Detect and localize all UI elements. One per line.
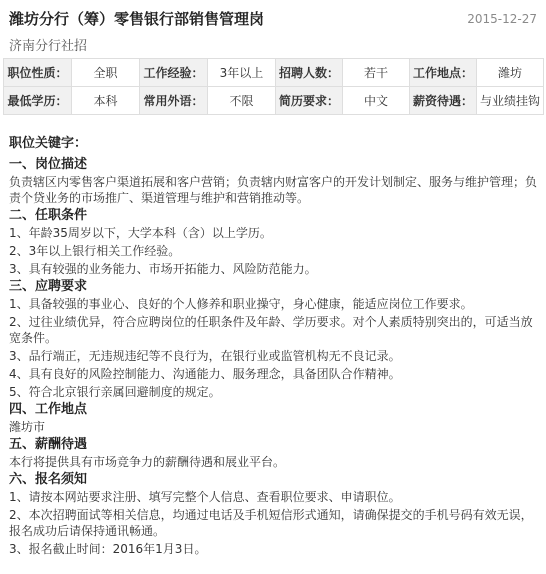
list-item: 2、本次招聘面试等相关信息，均通过电话及手机短信形式通知，请确保提交的手机号码有效无误，报名成功后请保持通讯畅通。 (9, 508, 533, 538)
section-job-description (9, 157, 539, 206)
info-label-experience: 工作经验： (140, 59, 208, 87)
info-value-education: 本科 (72, 87, 140, 115)
info-row (4, 87, 544, 115)
section-heading: 三、应聘要求 (9, 279, 88, 294)
info-value-language: 不限 (208, 87, 276, 115)
list-item: 1、请按本网站要求注册、填写完整个人信息、查看职位要求、申请职位。 (9, 490, 401, 504)
section-heading: 一、岗位描述 (9, 157, 88, 172)
info-label-salary: 薪资待遇： (410, 87, 477, 115)
section-text: 本行将提供具有市场竞争力的薪酬待遇和展业平台。 (9, 455, 286, 469)
section-compensation (9, 437, 539, 470)
list-item: 3、具有较强的业务能力、市场开拓能力、风险防范能力。 (9, 262, 317, 276)
list-item: 5、符合北京银行亲属回避制度的规定。 (9, 385, 221, 399)
info-label-language: 常用外语： (140, 87, 208, 115)
info-value-resume: 中文 (343, 87, 410, 115)
info-label-job-type: 职位性质： (4, 59, 72, 87)
info-value-job-type: 全职 (72, 59, 140, 87)
section-heading: 五、薪酬待遇 (9, 437, 88, 452)
list-item: 3、报名截止时间：2016年1月3日。 (9, 542, 207, 556)
info-value-salary: 与业绩挂钩 (477, 87, 544, 115)
section-heading: 六、报名须知 (9, 472, 88, 487)
job-header (0, 0, 546, 56)
info-label-headcount: 招聘人数： (276, 59, 343, 87)
list-item: 3、品行端正，无违规违纪等不良行为，在银行业或监管机构无不良记录。 (9, 349, 401, 363)
list-item: 2、3年以上银行相关工作经验。 (9, 244, 181, 258)
info-label-education: 最低学历： (4, 87, 72, 115)
section-application-notes (9, 472, 539, 557)
post-date: 2015-12-27 (467, 12, 537, 26)
info-value-headcount: 若干 (343, 59, 410, 87)
list-item: 4、具有良好的风险控制能力、沟通能力、服务理念，具备团队合作精神。 (9, 367, 401, 381)
info-row (4, 59, 544, 87)
section-text: 负责辖区内零售客户渠道拓展和客户营销；负责辖内财富客户的开发计划制定、服务与维护管理；负责个贷业务的市场推广、渠道管理与维护和营销推动等。 (9, 175, 538, 205)
info-value-location: 潍坊 (477, 59, 544, 87)
job-info-table (3, 58, 544, 115)
section-heading: 四、工作地点 (9, 402, 88, 417)
section-text: 潍坊市 (9, 420, 46, 434)
recruitment-category: 济南分行社招 (9, 39, 88, 54)
section-work-location (9, 402, 539, 435)
list-item: 1、年龄35周岁以下，大学本科（含）以上学历。 (9, 226, 272, 240)
info-value-experience: 3年以上 (208, 59, 276, 87)
info-label-location: 工作地点： (410, 59, 477, 87)
list-item: 2、过往业绩优异，符合应聘岗位的任职条件及年龄、学历要求。对个人素质特别突出的，可适当放宽条件。 (9, 315, 533, 345)
job-title: 潍坊分行（筹）零售银行部销售管理岗 (9, 10, 265, 28)
info-label-resume: 简历要求： (276, 87, 343, 115)
job-description (9, 132, 539, 559)
list-item: 1、具备较强的事业心、良好的个人修养和职业操守，身心健康，能适应岗位工作要求。 (9, 297, 473, 311)
keywords-title: 职位关键字： (9, 136, 88, 151)
section-application-requirements (9, 279, 539, 400)
section-requirements (9, 208, 539, 277)
section-heading: 二、任职条件 (9, 208, 88, 223)
